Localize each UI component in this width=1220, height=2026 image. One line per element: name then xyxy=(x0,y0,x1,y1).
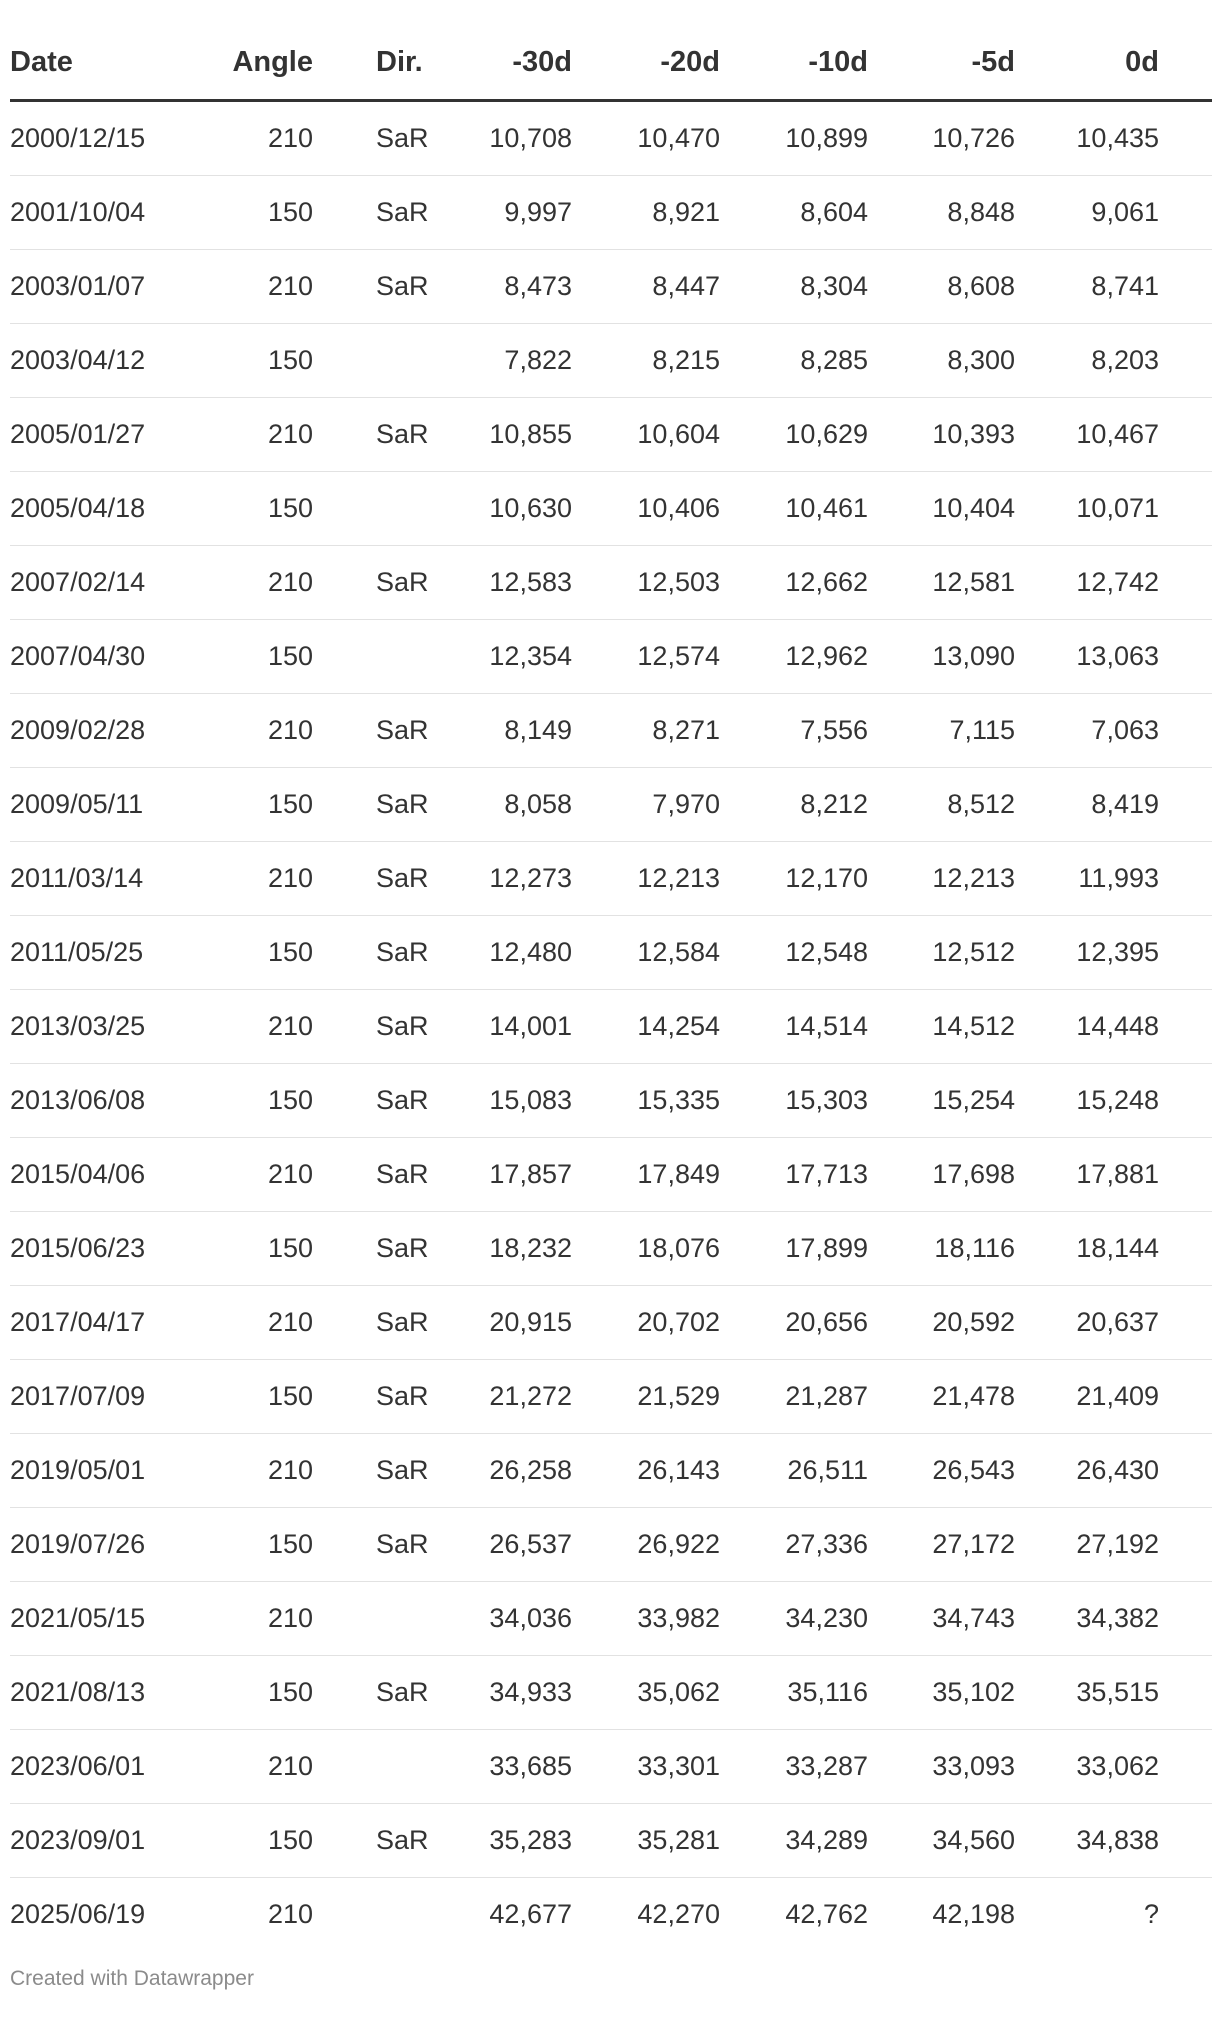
cell-date: 2017/07/09 xyxy=(10,1360,170,1434)
cell-minus-5d: 8,512 xyxy=(868,768,1015,842)
cell-direction: SaR xyxy=(313,176,460,250)
table-row xyxy=(10,1434,1212,1508)
cell-minus-30d: 8,058 xyxy=(460,768,572,842)
cell-direction: SaR xyxy=(313,990,460,1064)
cell-minus-5d: 26,543 xyxy=(868,1434,1015,1508)
cell-minus-10d: 15,303 xyxy=(720,1064,868,1138)
cell-minus-20d: 8,271 xyxy=(572,694,720,768)
table-row xyxy=(10,1730,1212,1804)
cell-date: 2025/06/19 xyxy=(10,1899,146,1929)
cell-minus-30d: 8,473 xyxy=(460,250,572,324)
cell-minus-30d: 9,997 xyxy=(460,176,572,250)
cell-date: 2019/05/01 xyxy=(10,1434,170,1508)
cell-angle: 150 xyxy=(170,1064,313,1138)
cell-minus-10d: 27,336 xyxy=(720,1508,868,1582)
cell-angle: 210 xyxy=(170,1434,313,1508)
cell-angle: 150 xyxy=(170,768,313,842)
cell-direction: SaR xyxy=(313,1360,460,1434)
header-angle[interactable]: Angle xyxy=(170,26,313,101)
cell-minus-10d: 42,762 xyxy=(785,1899,868,1929)
header-minus-20d[interactable]: -20d xyxy=(572,26,720,101)
cell-minus-5d: 12,581 xyxy=(868,546,1015,620)
cell-0d: 12,742 xyxy=(1015,546,1212,620)
cell-minus-10d: 10,899 xyxy=(720,101,868,176)
cell-minus-30d: 26,258 xyxy=(460,1434,572,1508)
cell-0d: 7,063 xyxy=(1015,694,1212,768)
cell-direction xyxy=(313,620,460,694)
cell-angle: 150 xyxy=(170,916,313,990)
cell-direction: SaR xyxy=(313,546,460,620)
cell-angle: 210 xyxy=(267,1899,313,1929)
cell-direction: SaR xyxy=(313,101,460,176)
cell-minus-5d: 8,848 xyxy=(868,176,1015,250)
cell-minus-5d: 12,512 xyxy=(868,916,1015,990)
cell-minus-30d: 10,630 xyxy=(460,472,572,546)
cell-minus-5d: 10,726 xyxy=(868,101,1015,176)
cell-angle: 210 xyxy=(170,1730,313,1804)
cell-0d: 15,248 xyxy=(1015,1064,1212,1138)
cell-minus-10d: 8,285 xyxy=(720,324,868,398)
cell-0d: 35,515 xyxy=(1015,1656,1212,1730)
cell-direction xyxy=(313,472,460,546)
cell-minus-20d: 8,447 xyxy=(572,250,720,324)
cell-direction xyxy=(313,1582,460,1656)
cell-minus-20d: 33,301 xyxy=(572,1730,720,1804)
table-body xyxy=(10,101,1212,1952)
cell-minus-20d: 20,702 xyxy=(572,1286,720,1360)
cell-0d: 27,192 xyxy=(1015,1508,1212,1582)
cell-minus-5d: 35,102 xyxy=(868,1656,1015,1730)
cell-0d: 10,467 xyxy=(1015,398,1212,472)
table-row xyxy=(10,250,1212,324)
header-minus-10d[interactable]: -10d xyxy=(720,26,868,101)
cell-0d: 14,448 xyxy=(1015,990,1212,1064)
cell-minus-30d: 7,822 xyxy=(460,324,572,398)
cell-minus-30d: 34,036 xyxy=(460,1582,572,1656)
cell-0d: 8,741 xyxy=(1015,250,1212,324)
table-row xyxy=(10,694,1212,768)
cell-angle: 150 xyxy=(170,1508,313,1582)
cell-minus-5d: 14,512 xyxy=(868,990,1015,1064)
cell-minus-30d: 12,273 xyxy=(460,842,572,916)
cell-minus-30d: 20,915 xyxy=(460,1286,572,1360)
cell-minus-10d: 17,899 xyxy=(720,1212,868,1286)
cell-minus-20d: 15,335 xyxy=(572,1064,720,1138)
cell-minus-5d: 17,698 xyxy=(868,1138,1015,1212)
cell-minus-20d: 42,270 xyxy=(637,1899,720,1929)
cell-date: 2015/06/23 xyxy=(10,1212,170,1286)
cell-minus-5d: 27,172 xyxy=(868,1508,1015,1582)
cell-angle: 210 xyxy=(170,1286,313,1360)
cell-minus-10d: 35,116 xyxy=(720,1656,868,1730)
cell-date: 2013/03/25 xyxy=(10,990,170,1064)
cell-direction: SaR xyxy=(313,768,460,842)
cell-date: 2003/04/12 xyxy=(10,324,170,398)
cell-direction: SaR xyxy=(313,1508,460,1582)
cell-minus-10d: 12,662 xyxy=(720,546,868,620)
cell-angle: 150 xyxy=(170,176,313,250)
cell-minus-30d: 33,685 xyxy=(460,1730,572,1804)
cell-angle: 150 xyxy=(170,1656,313,1730)
cell-minus-20d: 7,970 xyxy=(572,768,720,842)
cell-angle: 210 xyxy=(170,398,313,472)
cell-minus-10d: 7,556 xyxy=(720,694,868,768)
cell-minus-10d: 20,656 xyxy=(720,1286,868,1360)
cell-minus-20d: 14,254 xyxy=(572,990,720,1064)
table-row xyxy=(10,176,1212,250)
cell-angle: 150 xyxy=(170,324,313,398)
cell-minus-5d: 8,300 xyxy=(868,324,1015,398)
cell-minus-30d: 21,272 xyxy=(460,1360,572,1434)
cell-0d: 10,071 xyxy=(1015,472,1212,546)
cell-direction xyxy=(313,324,460,398)
cell-0d: 10,435 xyxy=(1015,101,1212,176)
cell-angle: 150 xyxy=(170,1212,313,1286)
cell-0d: 11,993 xyxy=(1015,842,1212,916)
cell-minus-30d: 14,001 xyxy=(460,990,572,1064)
table-row xyxy=(10,472,1212,546)
cell-minus-20d: 10,470 xyxy=(572,101,720,176)
cell-0d: 34,382 xyxy=(1015,1582,1212,1656)
cell-0d: 20,637 xyxy=(1015,1286,1212,1360)
cell-minus-10d: 14,514 xyxy=(720,990,868,1064)
table-row xyxy=(10,546,1212,620)
table-row xyxy=(10,1656,1212,1730)
cell-direction: SaR xyxy=(313,1212,460,1286)
cell-date: 2009/02/28 xyxy=(10,694,170,768)
cell-0d: 33,062 xyxy=(1015,1730,1212,1804)
cell-date: 2009/05/11 xyxy=(10,768,170,842)
table-row xyxy=(10,1212,1212,1286)
cell-date: 2001/10/04 xyxy=(10,176,170,250)
cell-direction: SaR xyxy=(313,916,460,990)
cell-direction: SaR xyxy=(313,1138,460,1212)
header-row xyxy=(10,26,1212,101)
cell-minus-5d: 8,608 xyxy=(868,250,1015,324)
cell-minus-20d: 18,076 xyxy=(572,1212,720,1286)
cell-angle: 210 xyxy=(170,990,313,1064)
cell-date: 2023/06/01 xyxy=(10,1730,170,1804)
cell-minus-20d: 21,529 xyxy=(572,1360,720,1434)
data-table-container xyxy=(10,26,1212,1951)
cell-angle: 210 xyxy=(170,546,313,620)
cell-minus-30d: 35,283 xyxy=(460,1804,572,1878)
cell-minus-30d: 17,857 xyxy=(460,1138,572,1212)
table-row xyxy=(10,1064,1212,1138)
cell-minus-10d: 34,289 xyxy=(720,1804,868,1878)
cell-minus-5d: 34,560 xyxy=(868,1804,1015,1878)
cell-minus-5d: 7,115 xyxy=(868,694,1015,768)
table-row xyxy=(10,1804,1212,1878)
cell-0d: 17,881 xyxy=(1015,1138,1212,1212)
table-row xyxy=(10,916,1212,990)
cell-minus-5d: 13,090 xyxy=(868,620,1015,694)
cell-minus-20d: 12,574 xyxy=(572,620,720,694)
table-row xyxy=(10,398,1212,472)
table-row xyxy=(10,842,1212,916)
cell-minus-5d: 10,404 xyxy=(868,472,1015,546)
table-row xyxy=(10,1286,1212,1360)
cell-date: 2017/04/17 xyxy=(10,1286,170,1360)
cell-minus-20d: 17,849 xyxy=(572,1138,720,1212)
cell-minus-30d: 18,232 xyxy=(460,1212,572,1286)
cell-angle: 150 xyxy=(170,620,313,694)
cell-minus-20d: 26,922 xyxy=(572,1508,720,1582)
cell-direction: SaR xyxy=(313,1286,460,1360)
table-row xyxy=(10,1360,1212,1434)
datawrapper-credit[interactable]: Created with Datawrapper xyxy=(10,1967,254,1990)
cell-date: 2015/04/06 xyxy=(10,1138,170,1212)
cell-minus-10d: 17,713 xyxy=(720,1138,868,1212)
cell-date: 2003/01/07 xyxy=(10,250,170,324)
cell-minus-5d: 21,478 xyxy=(868,1360,1015,1434)
cell-0d: 12,395 xyxy=(1015,916,1212,990)
cell-0d: 18,144 xyxy=(1015,1212,1212,1286)
cell-0d: 9,061 xyxy=(1015,176,1212,250)
cell-angle: 210 xyxy=(170,842,313,916)
cell-angle: 150 xyxy=(170,1804,313,1878)
cell-minus-20d: 33,982 xyxy=(572,1582,720,1656)
cell-date: 2000/12/15 xyxy=(10,101,170,176)
cell-minus-30d: 34,933 xyxy=(460,1656,572,1730)
cell-0d: 8,203 xyxy=(1015,324,1212,398)
cell-minus-20d: 12,503 xyxy=(572,546,720,620)
header-direction[interactable]: Dir. xyxy=(313,26,460,101)
table-row xyxy=(10,990,1212,1064)
cell-date: 2019/07/26 xyxy=(10,1508,170,1582)
cell-minus-5d: 10,393 xyxy=(868,398,1015,472)
header-0d[interactable]: 0d xyxy=(1015,26,1212,101)
table-row xyxy=(10,1878,1212,1952)
cell-date: 2007/02/14 xyxy=(10,546,170,620)
cell-angle: 210 xyxy=(170,1138,313,1212)
cell-0d: 21,409 xyxy=(1015,1360,1212,1434)
cell-minus-5d: 42,198 xyxy=(932,1899,1015,1929)
cell-minus-20d: 35,281 xyxy=(572,1804,720,1878)
cell-minus-30d: 26,537 xyxy=(460,1508,572,1582)
cell-minus-20d: 12,213 xyxy=(572,842,720,916)
cell-minus-30d: 15,083 xyxy=(460,1064,572,1138)
cell-angle: 150 xyxy=(170,1360,313,1434)
cell-minus-5d: 12,213 xyxy=(868,842,1015,916)
table-row xyxy=(10,1508,1212,1582)
cell-minus-10d: 34,230 xyxy=(720,1582,868,1656)
cell-date: 2021/08/13 xyxy=(10,1656,170,1730)
cell-minus-20d: 35,062 xyxy=(572,1656,720,1730)
header-date[interactable]: Date xyxy=(10,26,170,101)
cell-date: 2011/05/25 xyxy=(10,916,170,990)
cell-0d: 34,838 xyxy=(1015,1804,1212,1878)
cell-date: 2021/05/15 xyxy=(10,1582,170,1656)
cell-angle: 210 xyxy=(170,250,313,324)
cell-minus-5d: 20,592 xyxy=(868,1286,1015,1360)
cell-minus-10d: 8,604 xyxy=(720,176,868,250)
cell-date: 2011/03/14 xyxy=(10,842,170,916)
cell-direction: SaR xyxy=(313,398,460,472)
cell-direction: SaR xyxy=(313,1434,460,1508)
cell-minus-20d: 10,406 xyxy=(572,472,720,546)
cell-minus-30d: 10,855 xyxy=(460,398,572,472)
cell-minus-10d: 21,287 xyxy=(720,1360,868,1434)
cell-0d: 13,063 xyxy=(1015,620,1212,694)
cell-direction: SaR xyxy=(313,694,460,768)
cell-minus-5d: 18,116 xyxy=(868,1212,1015,1286)
cell-minus-20d: 26,143 xyxy=(572,1434,720,1508)
cell-minus-5d: 33,093 xyxy=(868,1730,1015,1804)
data-table xyxy=(10,26,1212,1951)
cell-minus-20d: 10,604 xyxy=(572,398,720,472)
cell-date: 2023/09/01 xyxy=(10,1804,170,1878)
table-row xyxy=(10,1138,1212,1212)
cell-minus-20d: 8,215 xyxy=(572,324,720,398)
cell-minus-20d: 12,584 xyxy=(572,916,720,990)
cell-minus-30d: 42,677 xyxy=(489,1899,572,1929)
cell-minus-10d: 26,511 xyxy=(720,1434,868,1508)
cell-minus-30d: 10,708 xyxy=(460,101,572,176)
cell-direction xyxy=(313,1878,460,1952)
cell-minus-10d: 12,548 xyxy=(720,916,868,990)
cell-direction xyxy=(313,1730,460,1804)
header-minus-5d[interactable]: -5d xyxy=(868,26,1015,101)
cell-date: 2013/06/08 xyxy=(10,1064,170,1138)
cell-minus-5d: 15,254 xyxy=(868,1064,1015,1138)
cell-0d: 8,419 xyxy=(1015,768,1212,842)
cell-angle: 150 xyxy=(170,472,313,546)
table-row xyxy=(10,768,1212,842)
cell-0d: ? xyxy=(1143,1899,1159,1929)
cell-angle: 210 xyxy=(170,101,313,176)
cell-direction: SaR xyxy=(313,842,460,916)
table-row xyxy=(10,101,1212,176)
cell-0d: 26,430 xyxy=(1015,1434,1212,1508)
cell-direction: SaR xyxy=(313,1804,460,1878)
cell-date: 2005/01/27 xyxy=(10,398,170,472)
cell-minus-30d: 12,480 xyxy=(460,916,572,990)
cell-minus-5d: 34,743 xyxy=(868,1582,1015,1656)
cell-minus-30d: 12,354 xyxy=(460,620,572,694)
table-row xyxy=(10,620,1212,694)
cell-angle: 210 xyxy=(170,1582,313,1656)
cell-minus-20d: 8,921 xyxy=(572,176,720,250)
cell-date: 2005/04/18 xyxy=(10,472,170,546)
cell-minus-30d: 8,149 xyxy=(460,694,572,768)
cell-minus-30d: 12,583 xyxy=(460,546,572,620)
cell-minus-10d: 12,170 xyxy=(720,842,868,916)
header-minus-30d[interactable]: -30d xyxy=(460,26,572,101)
cell-minus-10d: 8,304 xyxy=(720,250,868,324)
cell-minus-10d: 12,962 xyxy=(720,620,868,694)
cell-direction: SaR xyxy=(313,250,460,324)
table-row xyxy=(10,324,1212,398)
cell-minus-10d: 33,287 xyxy=(720,1730,868,1804)
table-row xyxy=(10,1582,1212,1656)
cell-angle: 210 xyxy=(170,694,313,768)
cell-minus-10d: 10,461 xyxy=(720,472,868,546)
cell-direction: SaR xyxy=(313,1656,460,1730)
cell-minus-10d: 10,629 xyxy=(720,398,868,472)
cell-minus-10d: 8,212 xyxy=(720,768,868,842)
cell-date: 2007/04/30 xyxy=(10,620,170,694)
cell-direction: SaR xyxy=(313,1064,460,1138)
